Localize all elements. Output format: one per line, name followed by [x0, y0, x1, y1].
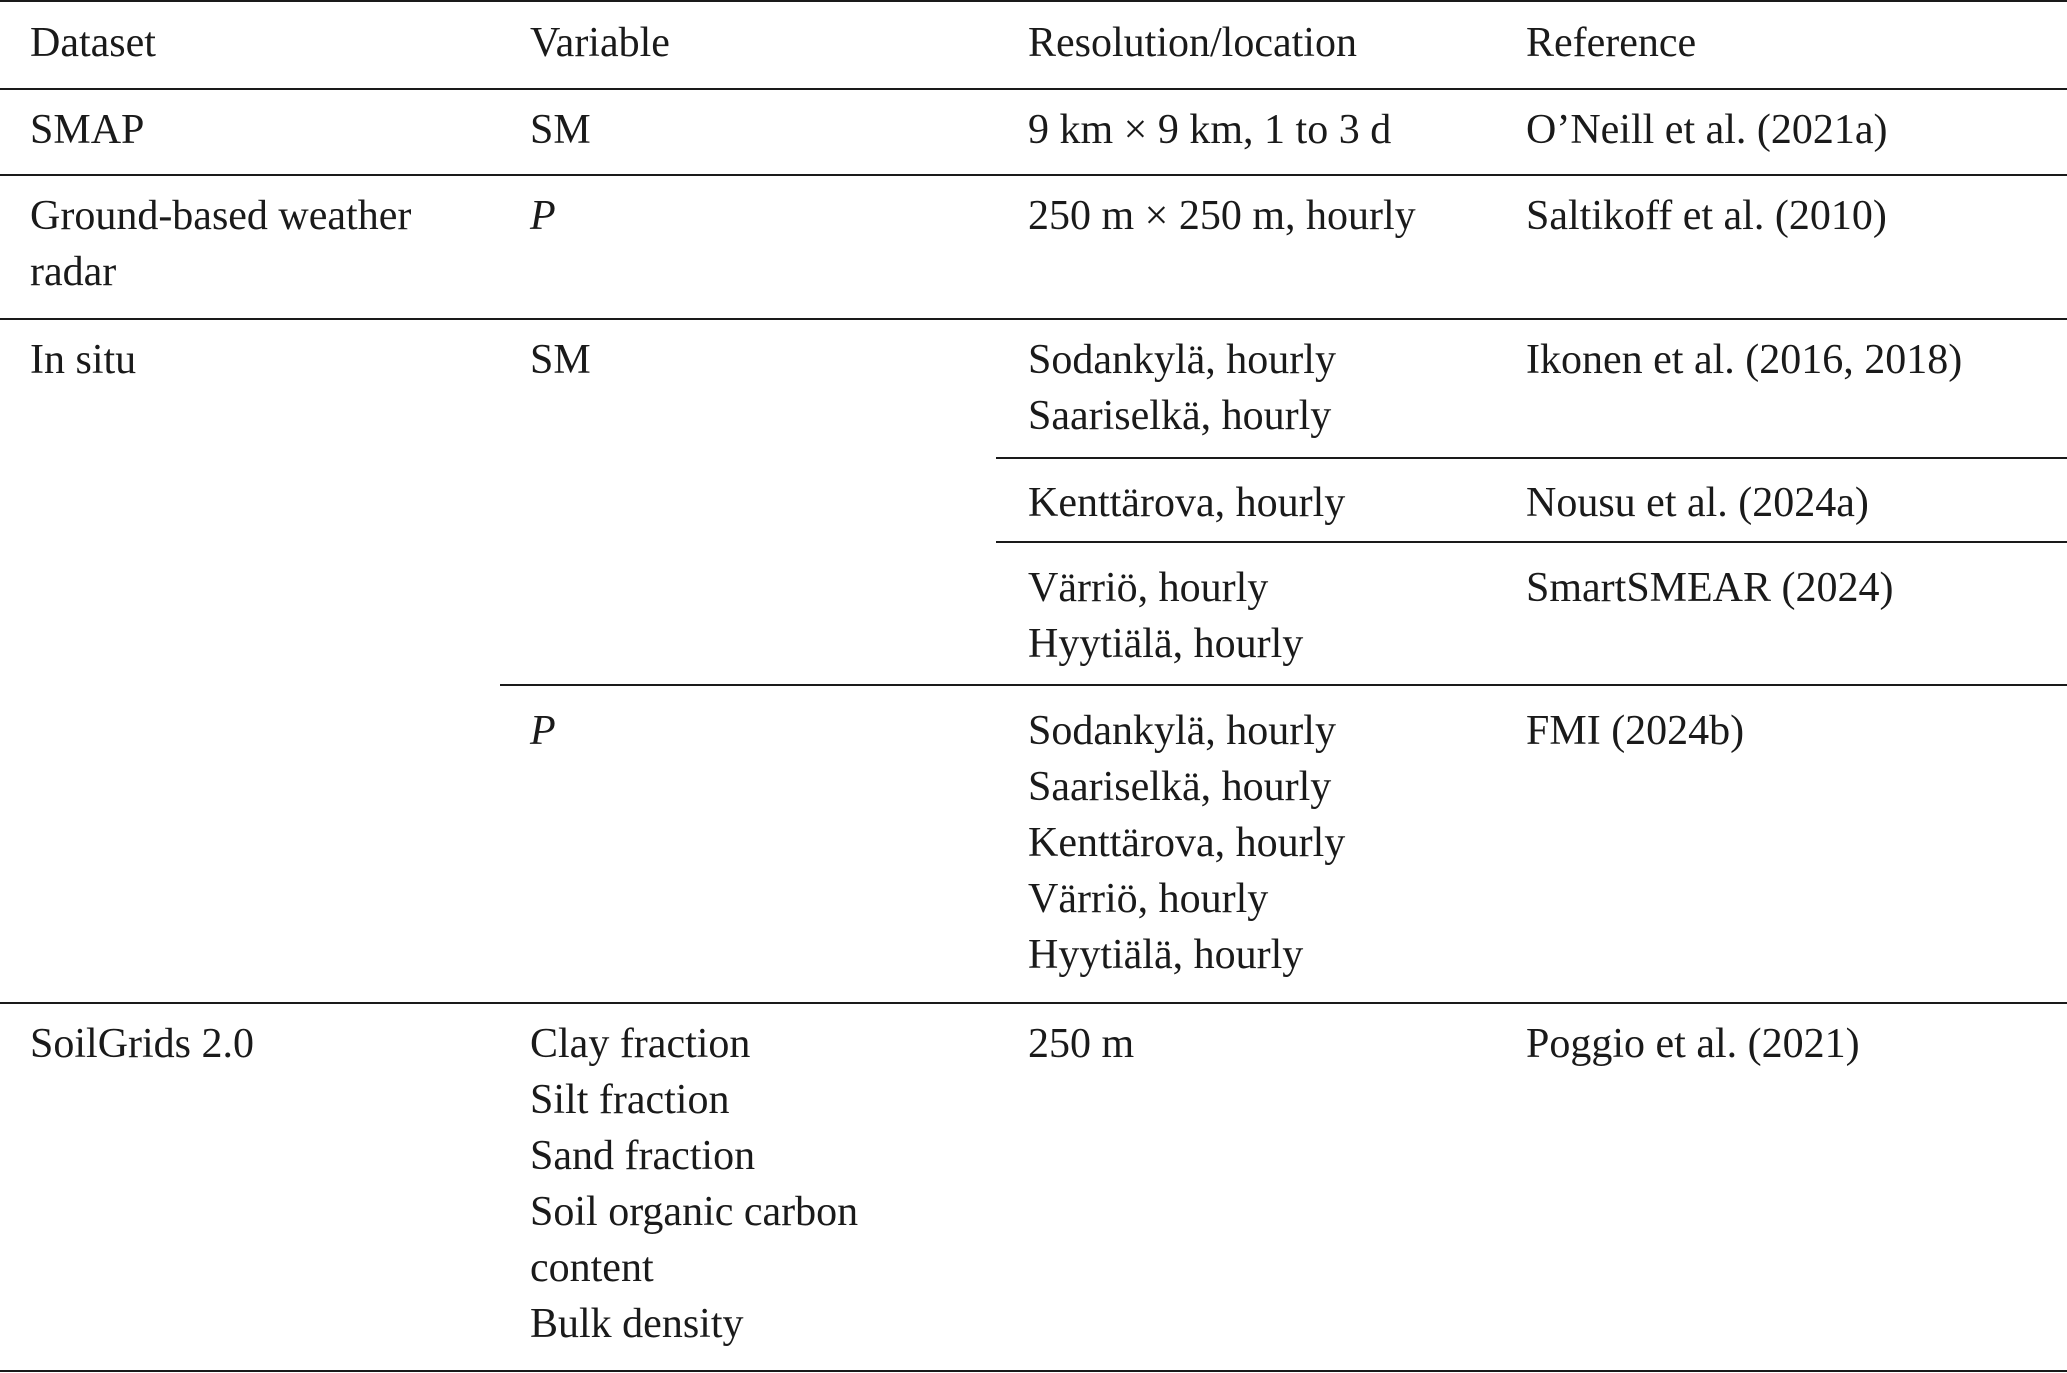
table-bottom-rule	[0, 1370, 2067, 1372]
soilgrids-resolution: 250 m	[1028, 1021, 1135, 1067]
variable-item: content	[530, 1245, 654, 1291]
location-item: Värriö, hourly	[1028, 565, 1269, 611]
subrow-rule-insitu-sm-2	[996, 541, 2067, 543]
subrow-rule-insitu-sm-1	[996, 457, 2067, 459]
radar-dataset	[30, 188, 411, 300]
header-dataset: Dataset	[30, 20, 156, 66]
soilgrids-variables	[530, 1016, 858, 1352]
row-rule-smap	[0, 174, 2067, 176]
radar-variable: P	[530, 193, 556, 239]
variable-item: Clay fraction	[530, 1021, 751, 1067]
location-item: Sodankylä, hourly	[1028, 708, 1336, 754]
insitu-sm-group3-locations	[1028, 560, 1303, 672]
location-item: Sodankylä, hourly	[1028, 337, 1336, 383]
variable-item: Bulk density	[530, 1301, 744, 1347]
insitu-sm-group1-reference: Ikonen et al. (2016, 2018)	[1526, 337, 1963, 383]
radar-resolution: 250 m × 250 m, hourly	[1028, 193, 1416, 239]
radar-dataset-line-2: radar	[30, 249, 117, 295]
subrow-rule-insitu-p	[500, 684, 2067, 686]
insitu-dataset: In situ	[30, 337, 137, 383]
header-resolution: Resolution/location	[1028, 20, 1357, 66]
radar-dataset-line-1: Ground-based weather	[30, 193, 412, 239]
location-item: Kenttärova, hourly	[1028, 480, 1346, 526]
row-rule-insitu	[0, 1002, 2067, 1004]
insitu-sm-group3-reference: SmartSMEAR (2024)	[1526, 565, 1894, 611]
table-top-rule	[0, 0, 2067, 2]
insitu-sm-group2-locations	[1028, 475, 1345, 531]
location-item: Saariselkä, hourly	[1028, 764, 1332, 810]
smap-reference: O’Neill et al. (2021a)	[1526, 107, 1888, 153]
insitu-p-variable: P	[530, 708, 556, 754]
location-item: Kenttärova, hourly	[1028, 820, 1346, 866]
variable-item: Sand fraction	[530, 1133, 756, 1179]
smap-resolution: 9 km × 9 km, 1 to 3 d	[1028, 107, 1392, 153]
location-item: Hyytiälä, hourly	[1028, 932, 1304, 978]
insitu-sm-group2-reference: Nousu et al. (2024a)	[1526, 480, 1869, 526]
insitu-p-reference: FMI (2024b)	[1526, 708, 1745, 754]
variable-item: Silt fraction	[530, 1077, 730, 1123]
variable-item: Soil organic carbon	[530, 1189, 859, 1235]
header-variable: Variable	[530, 20, 670, 66]
location-item: Hyytiälä, hourly	[1028, 621, 1304, 667]
row-rule-radar	[0, 318, 2067, 320]
insitu-p-locations	[1028, 703, 1345, 983]
smap-dataset: SMAP	[30, 107, 145, 153]
soilgrids-dataset: SoilGrids 2.0	[30, 1021, 255, 1067]
insitu-sm-variable: SM	[530, 337, 591, 383]
header-reference: Reference	[1526, 20, 1697, 66]
insitu-sm-group1-locations	[1028, 332, 1336, 444]
soilgrids-reference: Poggio et al. (2021)	[1526, 1021, 1860, 1067]
location-item: Saariselkä, hourly	[1028, 393, 1332, 439]
radar-reference: Saltikoff et al. (2010)	[1526, 193, 1887, 239]
location-item: Värriö, hourly	[1028, 876, 1269, 922]
smap-variable: SM	[530, 107, 591, 153]
header-bottom-rule	[0, 88, 2067, 90]
